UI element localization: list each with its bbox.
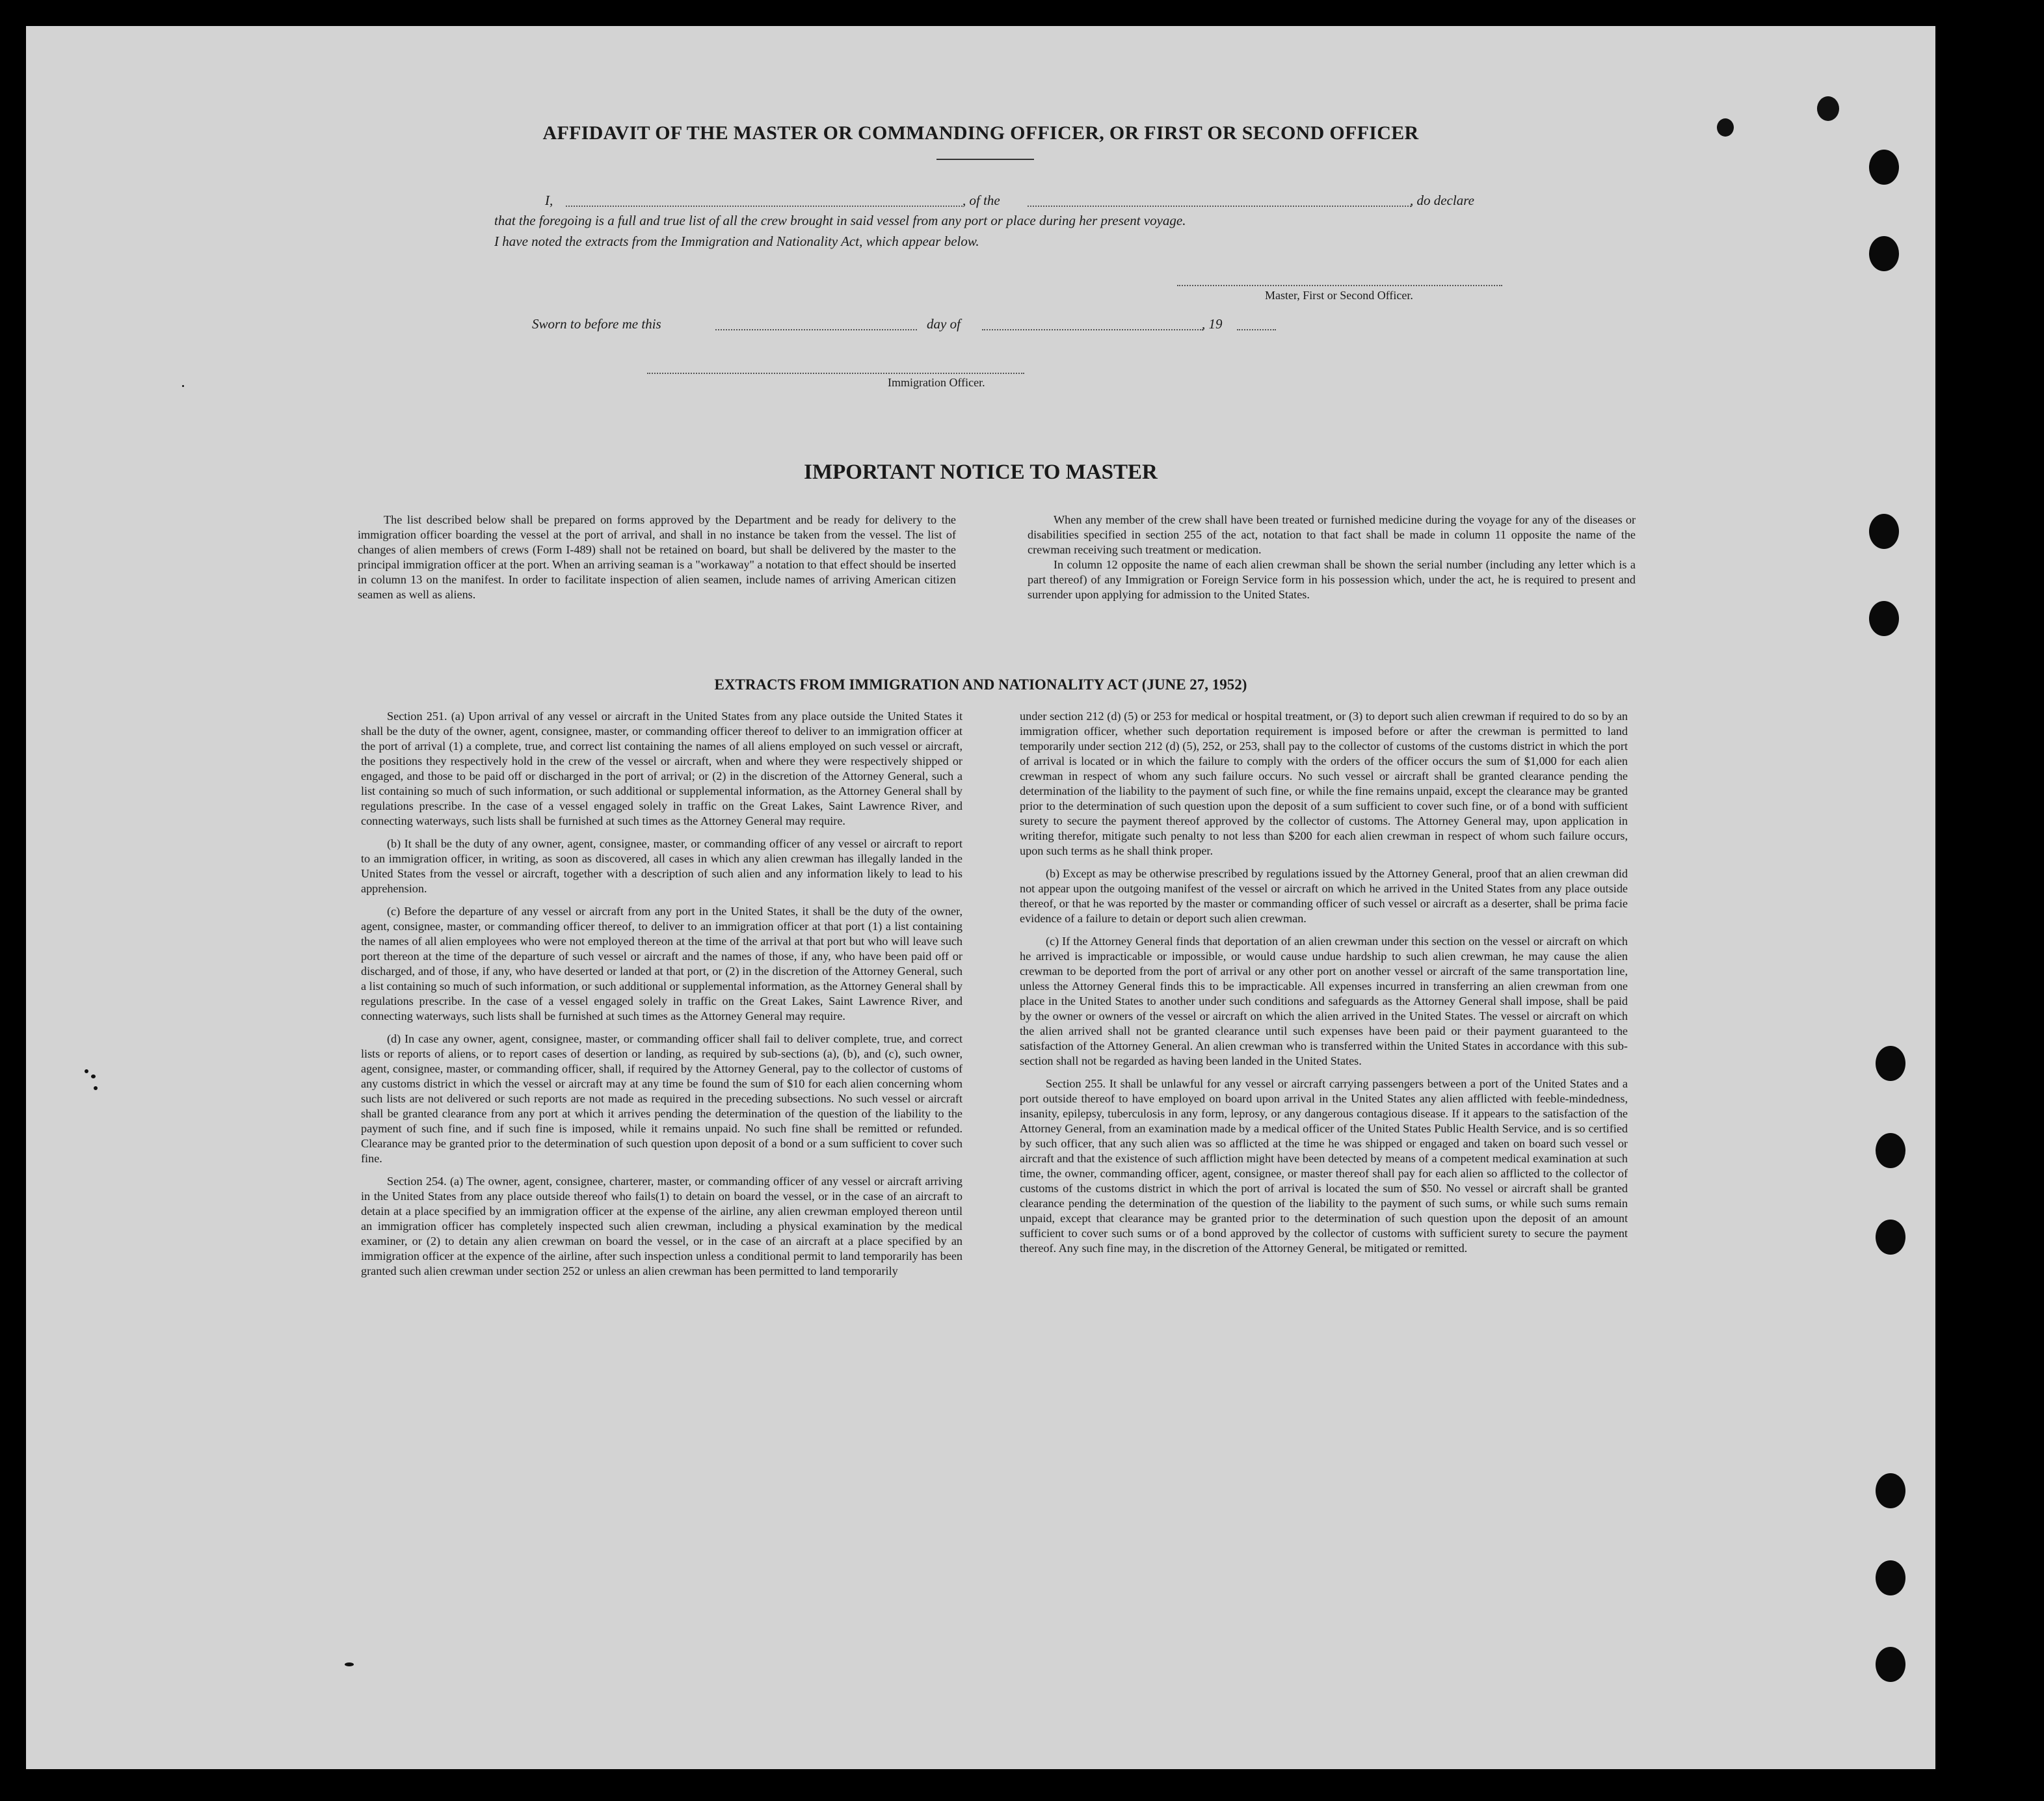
of-the-label: , of the <box>962 193 1000 208</box>
extracts-right-column <box>1020 709 1628 1264</box>
name-blank-field[interactable] <box>566 206 962 207</box>
binder-hole-icon <box>1876 1473 1905 1508</box>
section-paragraph: (c) Before the departure of any vessel or aircraft from any port in the United States, it shall be the duty of the owner, agent, consignee, master, or commanding officer thereof, to deliver to an immigration officer at that port (1) a list containing the names of all alien employees who were not employed thereon at the time of the arrival at that port but who will leave such port thereon at the time of the departure of such vessel or aircraft and the names of those, if any, who have been paid off or discharged, and of those, if any, who have deserted or landed at that port, or (2) in the discretion of the Attorney General, such a list containing so much of such information, or such additional or supplemental information, as the Attorney General shall by regulations prescribe. In the case of a vessel engaged solely in traffic on the Great Lakes, Saint Lawrence River, and connecting waterways, such lists shall be furnished at such times as the Attorney General may require. <box>361 905 962 1022</box>
section-paragraph: (d) In case any owner, agent, consignee, master, or commanding officer shall fail to deliver complete, true, and correct lists or reports of aliens, or to report cases of desertion or landing, as required by sub-sections (a), (b), and (c), such owner, agent, consignee, master, or commanding officer, shall, if required by the Attorney General, pay to the collector of customs of any customs district in which the vessel or aircraft may at any time be found the sum of $10 for each alien concerning whom such lists are not delivered or such reports are not made as required in the preceding subsections. No such vessel or aircraft shall be granted clearance from any port at which it arrives pending the determination of the question of the liability to the payment of such fine, and if such fine is imposed, while it remains unpaid. No such fine shall be remitted or refunded. Clearance may be granted prior to the determination of such question upon deposit of a bond or a sum sufficient to cover such fine. <box>361 1032 962 1165</box>
section-paragraph: (b) It shall be the duty of any owner, agent, consignee, master, or commanding officer of any vessel or aircraft to report to an immigration officer, in writing, as soon as discovered, all cases in which any alien crewman has illegally landed in the United States from the vessel or aircraft, together with a description of such alien and any information likely to lead to his apprehension. <box>361 837 962 895</box>
binder-hole-icon <box>1876 1133 1905 1168</box>
ink-speck <box>91 1074 96 1078</box>
binder-hole-icon <box>1876 1560 1905 1595</box>
binder-hole-icon <box>1876 1220 1905 1255</box>
ink-speck <box>345 1662 354 1666</box>
master-signature-line[interactable] <box>1177 285 1502 286</box>
day-of-label: day of <box>927 316 961 332</box>
section-paragraph: (b) Except as may be otherwise prescribed by regulations issued by the Attorney General, proof that an alien crewman did not appear upon the outgoing manifest of the vessel or aircraft on which he arrived in the United States from any place outside thereof, or that he was reported by the master or commanding officer of such vessel or aircraft as a deserter, shall be prima facie evidence of a failure to detain or deport such alien crewman. <box>1020 867 1628 925</box>
binder-hole-icon <box>1869 601 1899 636</box>
ink-speck <box>94 1086 98 1090</box>
binder-hole-icon <box>1869 514 1899 549</box>
immigration-officer-label: Immigration Officer. <box>888 376 985 389</box>
notice-left-column <box>358 513 956 610</box>
declare-i-label: I, <box>545 193 553 208</box>
year-label: , 19 <box>1202 316 1223 332</box>
binder-hole-icon <box>1876 1046 1905 1081</box>
extracts-title: EXTRACTS FROM IMMIGRATION AND NATIONALITY ACT (JUNE 27, 1952) <box>714 676 1247 693</box>
master-signature-label: Master, First or Second Officer. <box>1265 289 1413 302</box>
notice-title: IMPORTANT NOTICE TO MASTER <box>804 460 1158 484</box>
sworn-month-blank-field[interactable] <box>982 329 1203 330</box>
binder-hole-icon <box>1869 236 1899 271</box>
section-paragraph: Section 255. It shall be unlawful for any vessel or aircraft carrying passengers between a port of the United States and a port outside thereof to have employed on board upon arrival in the United States any alien afflicted with feeble-mindedness, insanity, epilepsy, tuberculosis in any form, leprosy, or any dangerous contagious disease. If it appears to the satisfaction of the Attorney General, from an examination made by a medical officer of the United States Public Health Service, and is so certified by such officer, that any such alien was so afflicted at the time he was shipped or engaged and taken on board such vessel or aircraft and that the existence of such affliction might have been detected by means of a competent medical examination at such time, the owner, commanding officer, agent, consignee, or master thereof shall pay for each alien so afflicted to the collector of customs of the customs district in which the port of arrival is located the sum of $50. No vessel or aircraft shall be granted clearance pending the determination of the question of the liability to the payment of such sums, or while such sums remain unpaid, except that clearance may be granted prior to the determination of such question upon the deposit of an amount sufficient to cover such sums or of a bond approved by the collector of customs with sufficient surety to secure the payment thereof. Any such fine may, in the discretion of the Attorney General, be mitigated or remitted. <box>1020 1077 1628 1255</box>
vessel-blank-field[interactable] <box>1028 206 1411 207</box>
document-page <box>26 26 1935 1769</box>
ink-speck <box>1817 96 1839 121</box>
sworn-year-blank-field[interactable] <box>1237 329 1276 330</box>
binder-hole-icon <box>1869 150 1899 185</box>
notice-paragraph: In column 12 opposite the name of each alien crewman shall be shown the serial number (including any letter which is a part thereof) of any Immigration or Foreign Service form in his possession which, under the act, he is required to present and surrender upon applying for admission to the United States. <box>1028 558 1636 601</box>
binder-hole-icon <box>1876 1647 1905 1682</box>
section-paragraph: (c) If the Attorney General finds that deportation of an alien crewman under this section on the vessel or aircraft on which he arrived is impracticable or impossible, or would cause undue hardship to such alien crewman, he may cause the alien crewman to be deported from the port of arrival or any other port on another vessel or aircraft of the same transportation line, unless the Attorney General finds this to be impracticable. All expenses incurred in transferring an alien crewman from one place in the United States to another under such conditions and safeguards as the Attorney General shall impose, shall be paid by the owner or owners of the vessel or aircraft on which the alien arrived in the United States. The vessel or aircraft on which the alien arrived shall not be granted clearance until such expenses have been paid or their payment guaranteed to the satisfaction of the Attorney General. An alien crewman who is transferred within the United States in accordance with this sub-section shall not be regarded as having been landed in the United States. <box>1020 935 1628 1067</box>
section-paragraph: Section 254. (a) The owner, agent, consignee, charterer, master, or commanding officer of any vessel or aircraft arriving in the United States from any place outside thereof who fails(1) to detain on board the vessel, or in the case of an aircraft to detain at a place specified by an immigration officer at the expense of the airline, any alien crewman employed thereon until an immigration officer has completely inspected such alien crewman, including a physical examination by the medical examiner, or (2) to detain any alien crewman on board the vessel, or in the case of an aircraft at a place specified by an immigration officer at the expence of the airline, after such inspection unless a conditional permit to land temporarily has been granted such alien crewman under section 252 or unless an alien crewman has been permitted to land temporarily <box>361 1175 962 1277</box>
do-declare-label: , do declare <box>1410 193 1474 208</box>
ink-speck <box>182 385 184 387</box>
section-paragraph: under section 212 (d) (5) or 253 for medical or hospital treatment, or (3) to deport such alien crewman if required to do so by an immigration officer, whether such deportation requirement is imposed before or after the crewman is permitted to land temporarily under section 212 (d) (5), 252, or 253, shall pay to the collector of customs of the customs district in which the port of arrival is located or in which the failure to comply with the orders of the officer occurs the sum of $1,000 for each alien crewman in respect of whom any such failure occurs. No such vessel or aircraft shall be granted clearance pending the determination of the liability to the payment of such fine, or while the fine remains unpaid, except the clearance may be granted prior to the determination of such question upon the deposit of a sum sufficient to cover such fine, or of a bond with sufficient surety to secure the payment thereof approved by the collector of customs. The Attorney General may, upon application in writing therefor, mitigate such penalty to not less than $200 for each alien crewman in respect of whom such failure occurs, upon such terms as he shall think proper. <box>1020 710 1628 857</box>
extracts-left-column <box>361 709 962 1287</box>
notice-paragraph: The list described below shall be prepared on forms approved by the Department and be ready for delivery to the immigration officer boarding the vessel at the port of arrival, and shall in no instance be taken from the vessel. The list of changes of alien members of crews (Form I-489) shall not be retained on board, but shall be delivered by the master to the principal immigration officer at the port. When an arriving seaman is a "workaway" a notation to that effect should be inserted in column 13 on the manifest. In order to facilitate inspection of alien seamen, include names of arriving American citizen seamen as well as aliens. <box>358 513 956 601</box>
declaration-line-2: that the foregoing is a full and true list of all the crew brought in said vessel from any port or place during her present voyage. <box>494 213 1186 228</box>
sworn-day-blank-field[interactable] <box>715 329 917 330</box>
declaration-line-3: I have noted the extracts from the Immigration and Nationality Act, which appear below. <box>494 233 979 249</box>
immigration-officer-signature-line[interactable] <box>647 373 1024 374</box>
section-paragraph: Section 251. (a) Upon arrival of any vessel or aircraft in the United States from any place outside the United States it shall be the duty of the owner, agent, consignee, master, or commanding officer thereof to deliver to an immigration officer at the port of arrival (1) a complete, true, and correct list containing the names of all aliens employed on such vessel or aircraft, the positions they respectively hold in the crew of the vessel or aircraft, when and where they were respectively shipped or engaged, and those to be paid off or discharged in the port of arrival; or (2) in the discretion of the Attorney General, such a list containing so much of such information, or such additional or supplemental information, as the Attorney General shall by regulations prescribe. In the case of a vessel engaged solely in traffic on the Great Lakes, Saint Lawrence River, and connecting waterways, such lists shall be furnished at such times as the Attorney General may require. <box>361 710 962 827</box>
notice-paragraph: When any member of the crew shall have been treated or furnished medicine during the voyage for any of the diseases or disabilities specified in section 255 of the act, notation to that fact shall be made in column 11 opposite the name of the crewman receiving such treatment or medication. <box>1028 513 1636 556</box>
affidavit-title: AFFIDAVIT OF THE MASTER OR COMMANDING OFFICER, OR FIRST OR SECOND OFFICER <box>542 122 1419 144</box>
title-divider <box>936 159 1034 160</box>
sworn-label: Sworn to before me this <box>532 316 661 332</box>
notice-right-column <box>1028 513 1636 610</box>
ink-speck <box>85 1069 88 1073</box>
